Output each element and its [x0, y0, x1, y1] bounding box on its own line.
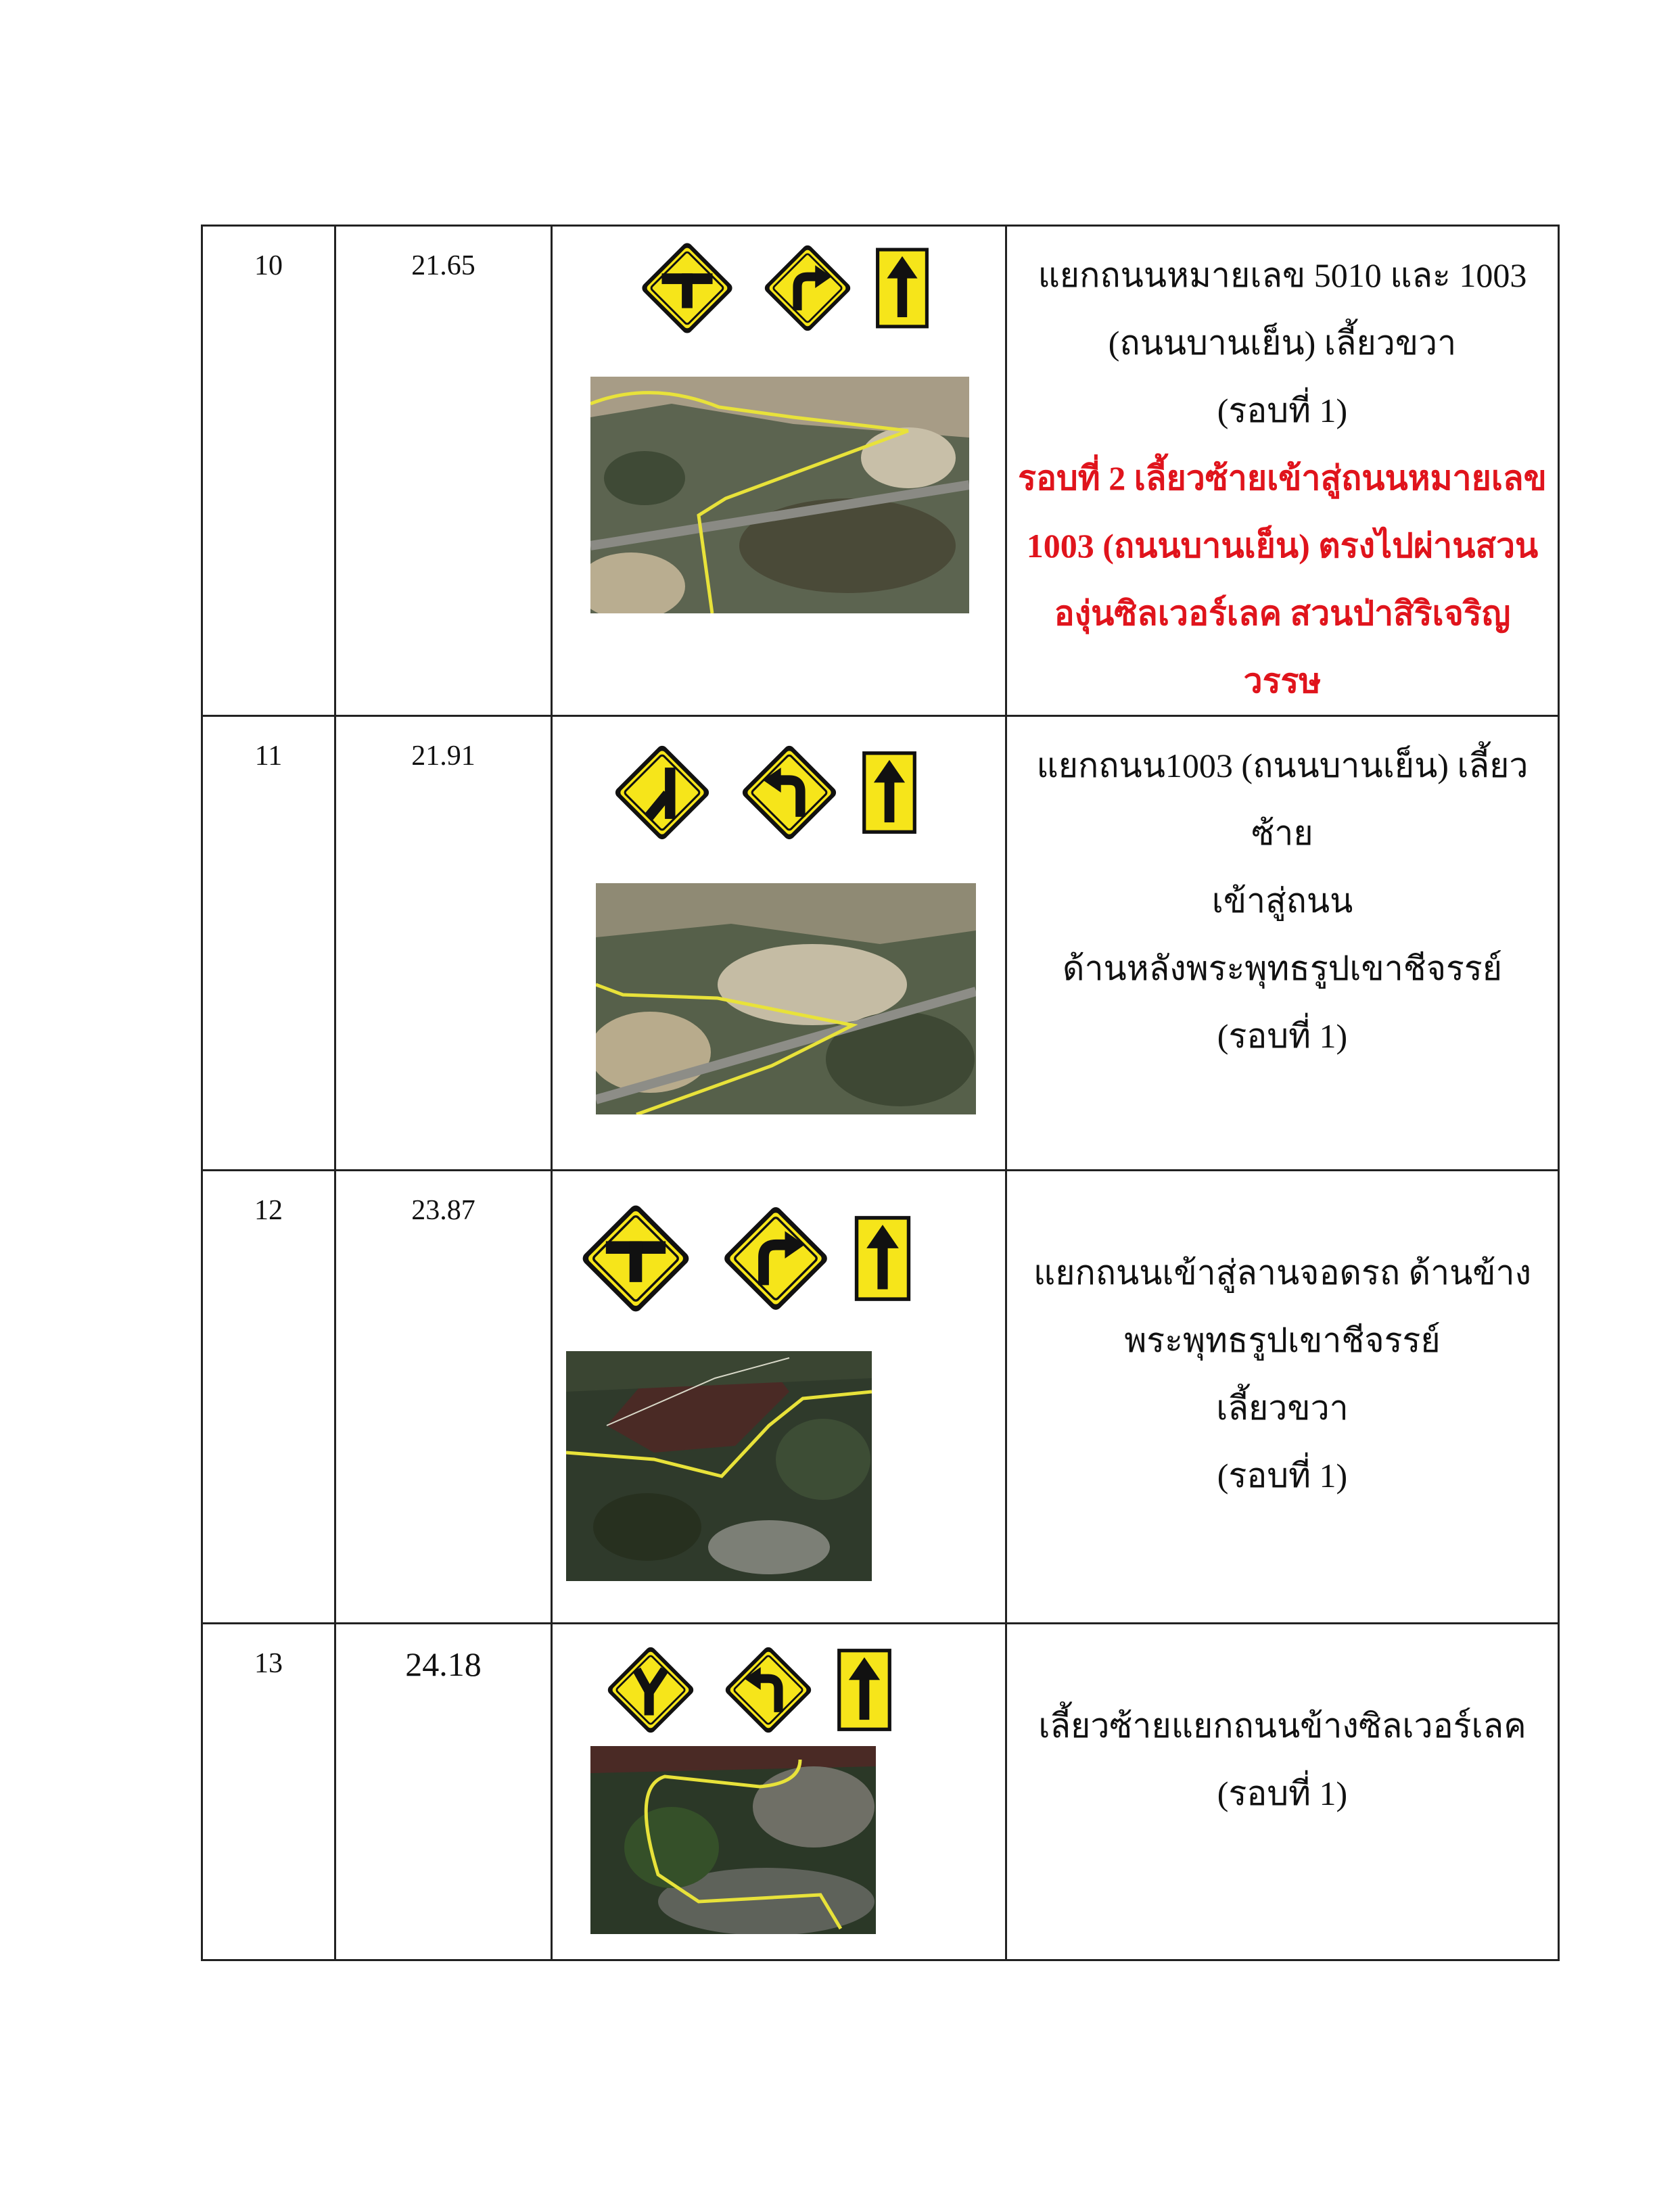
merge-left-sign-icon [607, 737, 718, 848]
round-2-note-line: องุ่นซิลเวอร์เลค สวนป่าสิริเจริญวรรษ [1054, 594, 1511, 700]
right-turn-sign-icon [757, 237, 858, 339]
table-row [202, 1171, 1559, 1624]
straight-ahead-sign-icon [861, 750, 918, 835]
distance-cell [335, 716, 552, 1171]
description-cell [1006, 1171, 1559, 1624]
left-turn-sign-icon [718, 1639, 819, 1741]
round-2-note-line: รอบที่ 2 เลี้ยวซ้ายเข้าสู่ถนนหมายเลข [1018, 459, 1547, 497]
straight-ahead-sign-icon [853, 1215, 912, 1302]
description-line: เลี้ยวซ้ายแยกถนนข้างซิลเวอร์เลค [1038, 1707, 1526, 1745]
description-line: ด้านหลังพระพุทธรูปเขาชีจรรย์ [1062, 949, 1503, 987]
y-junction-sign-icon [600, 1639, 701, 1741]
table-row [202, 1624, 1559, 1960]
point-number: 11 [254, 740, 283, 772]
description [1007, 1171, 1558, 1509]
description-line: (ถนนบานเย็น) เลี้ยวขวา [1108, 324, 1457, 362]
aerial-map-image [566, 1351, 872, 1581]
point-number-cell [202, 716, 335, 1171]
description-line: (รอบที่ 1) [1217, 1017, 1348, 1055]
point-number: 13 [254, 1648, 283, 1679]
distance-km: 24.18 [405, 1645, 482, 1683]
sign-image-cell [552, 716, 1006, 1171]
aerial-map-image [590, 1746, 876, 1934]
description-cell [1006, 1624, 1559, 1960]
distance-km: 21.65 [411, 250, 475, 281]
sign-image-cell [552, 226, 1006, 716]
aerial-map-image [596, 883, 976, 1114]
description-cell [1006, 226, 1559, 716]
distance-cell [335, 1171, 552, 1624]
aerial-map-image [590, 377, 969, 613]
sign-image-cell [552, 1171, 1006, 1624]
distance-cell [335, 1624, 552, 1960]
description-line: เลี้ยวขวา [1216, 1389, 1349, 1427]
distance-km: 23.87 [411, 1195, 475, 1226]
description-line: พระพุทธรูปเขาชีจรรย์ [1124, 1321, 1441, 1359]
description-cell [1006, 716, 1559, 1171]
description-line: (รอบที่ 1) [1217, 1774, 1348, 1812]
point-number: 12 [254, 1195, 283, 1226]
straight-ahead-sign-icon [875, 246, 930, 330]
distance-cell [335, 226, 552, 716]
description [1007, 1624, 1558, 1827]
point-number-cell [202, 1624, 335, 1960]
straight-ahead-sign-icon [835, 1647, 893, 1733]
description-line: เข้าสู่ถนน [1211, 882, 1353, 920]
description [1007, 717, 1558, 1070]
point-number-cell [202, 226, 335, 716]
description-line: แยกถนนหมายเลข 5010 และ 1003 [1038, 256, 1527, 294]
round-2-note-line: 1003 (ถนนบานเย็น) ตรงไปผ่านสวน [1026, 527, 1539, 565]
sign-group [573, 1196, 912, 1321]
right-turn-sign-icon [715, 1198, 837, 1319]
sign-group [600, 1639, 893, 1741]
point-number-cell [202, 1171, 335, 1624]
sign-group [607, 737, 918, 848]
description-line: แยกถนน1003 (ถนนบานเย็น) เลี้ยวซ้าย [1036, 747, 1529, 852]
route-table [201, 225, 1560, 1961]
description-line: (รอบที่ 1) [1217, 1457, 1348, 1495]
table-row [202, 716, 1559, 1171]
description-line: (รอบที่ 1) [1217, 392, 1348, 429]
description-line: แยกถนนเข้าสู่ลานจอดรถ ด้านข้าง [1033, 1254, 1531, 1292]
t-junction-sign-icon [573, 1196, 699, 1321]
sign-image-cell [552, 1624, 1006, 1960]
table-row [202, 226, 1559, 716]
sign-group [634, 235, 930, 342]
description [1007, 227, 1558, 715]
t-junction-sign-icon [634, 235, 741, 342]
distance-km: 21.91 [411, 740, 475, 772]
point-number: 10 [254, 250, 283, 281]
left-turn-sign-icon [734, 737, 845, 848]
